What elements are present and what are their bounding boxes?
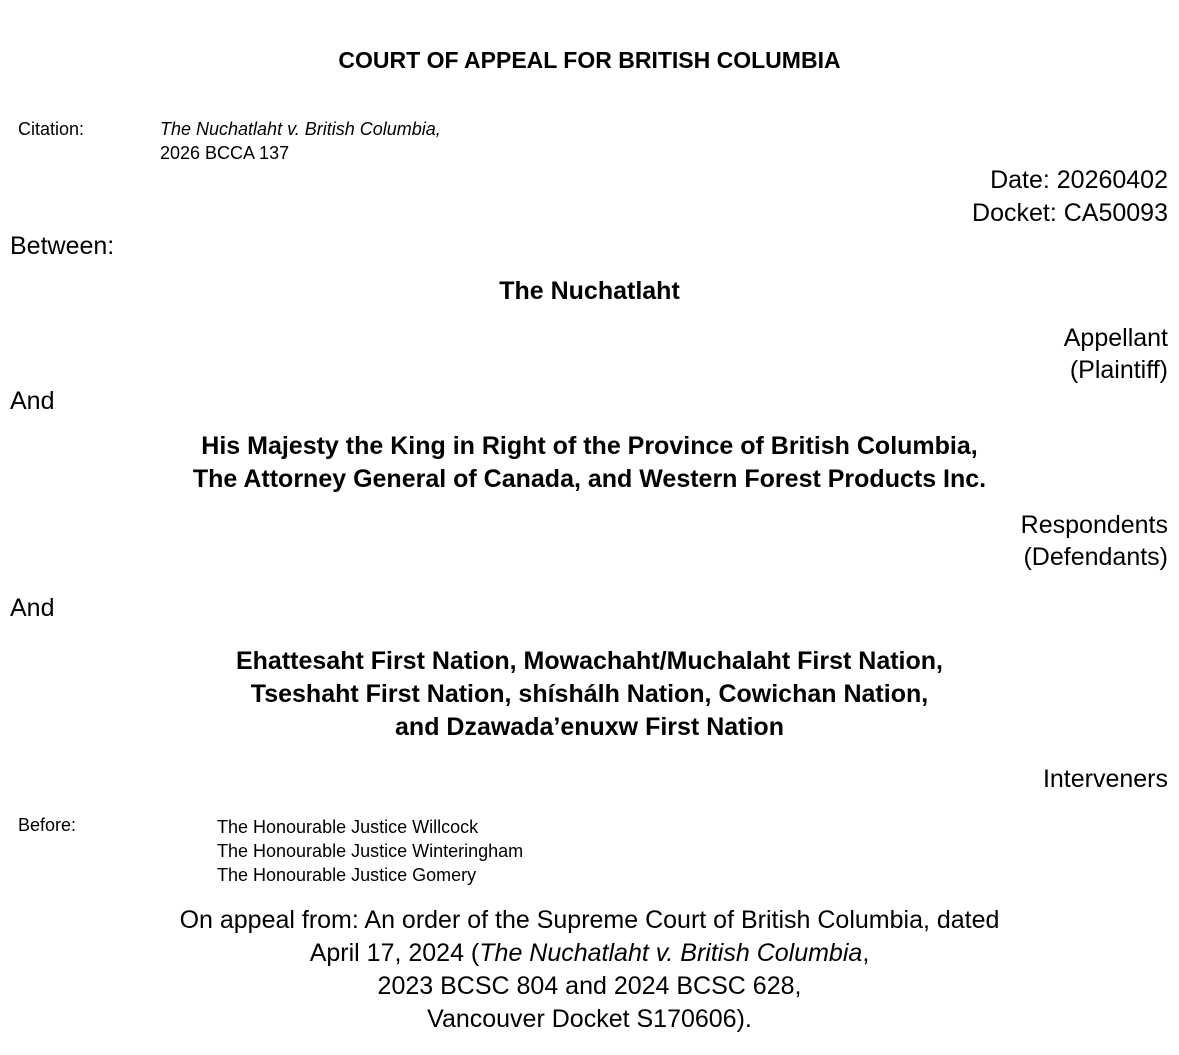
respondent-role-line1: Respondents: [1020, 511, 1168, 539]
appeal-from-line2: [0, 937, 1179, 970]
appellant-role-line1: Appellant: [1063, 324, 1168, 352]
before-label: Before:: [18, 815, 77, 835]
judge-name: The Honourable Justice Willcock: [217, 817, 479, 837]
citation-case-name: The Nuchatlaht v. British Columbia,: [160, 119, 441, 139]
intervener-names: [0, 645, 1179, 744]
docket-number: Docket: CA50093: [972, 199, 1168, 227]
appellant-name: The Nuchatlaht: [499, 277, 680, 305]
intervener-role: Interveners: [1042, 765, 1168, 793]
appellant-role-line2: (Plaintiff): [1069, 356, 1168, 384]
and-label-2: And: [10, 594, 55, 622]
intervener-names-line1: Ehattesaht First Nation, Mowachaht/Muchalaht First Nation,: [235, 647, 943, 675]
intervener-names-line2: Tseshaht First Nation, shíshálh Nation, Cowichan Nation,: [250, 680, 929, 708]
appeal-date-text: April 17, 2024 (: [309, 939, 480, 967]
decision-date: Date: 20260402: [990, 166, 1168, 194]
and-label-1: And: [10, 387, 55, 415]
judge-name: The Honourable Justice Winteringham: [217, 841, 524, 861]
appellant-role: [1064, 322, 1168, 386]
court-title: COURT OF APPEAL FOR BRITISH COLUMBIA: [338, 47, 841, 73]
judge-name: The Honourable Justice Gomery: [217, 865, 477, 885]
appeal-from-line1: On appeal from: An order of the Supreme Court of British Columbia, dated: [179, 906, 1000, 934]
respondent-role: [1021, 509, 1168, 573]
intervener-names-line3: and Dzawada’enuxw First Nation: [395, 713, 784, 741]
appeal-from-line3: 2023 BCSC 804 and 2024 BCSC 628,: [377, 972, 802, 1000]
citation-number: 2026 BCCA 137: [160, 143, 290, 163]
between-label: Between:: [10, 232, 115, 260]
appeal-case-name: The Nuchatlaht v. British Columbia: [479, 939, 863, 967]
appeal-from-line4: Vancouver Docket S170606).: [427, 1005, 752, 1033]
respondent-names: [0, 430, 1179, 496]
appeal-from: [0, 904, 1179, 1036]
citation-label: Citation:: [18, 119, 85, 139]
judges-list: [217, 815, 523, 887]
respondent-names-line2: The Attorney General of Canada, and Western Forest Products Inc.: [192, 465, 987, 493]
respondent-names-line1: His Majesty the King in Right of the Province of British Columbia,: [201, 432, 978, 460]
appeal-comma: ,: [862, 939, 870, 967]
respondent-role-line2: (Defendants): [1023, 543, 1168, 571]
